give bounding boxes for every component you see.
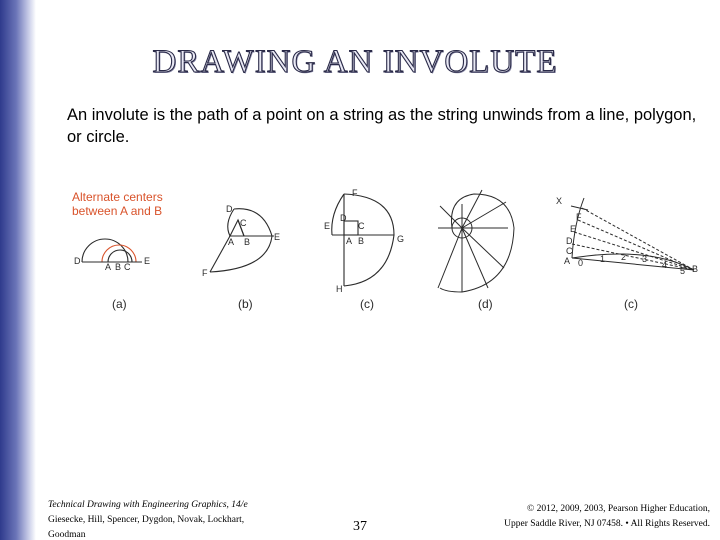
panel-a-point-b: B	[115, 262, 122, 272]
panel-b-point-a: A	[228, 237, 235, 247]
slide-title: DRAWING AN INVOLUTE	[152, 44, 558, 80]
footer-authors: Giesecke, Hill, Spencer, Dygdon, Novak, Lockhart, Goodman	[48, 515, 245, 540]
panel-d-label: (d)	[478, 297, 493, 311]
panel-e-mark-3: 3	[642, 254, 648, 264]
slide-side-bar	[0, 0, 36, 540]
panel-b-point-f: F	[202, 268, 208, 278]
panel-c-point-c: C	[358, 221, 365, 231]
footer-copyright	[470, 502, 710, 532]
panel-e-point-e: E	[570, 224, 577, 234]
panel-a-drawing	[82, 239, 142, 262]
involute-figures	[68, 184, 708, 314]
panel-e-mark-0: 0	[578, 258, 584, 268]
panel-b-label: (b)	[238, 297, 253, 311]
copyright-line-2: Upper Saddle River, NJ 07458. • All Rights Reserved.	[504, 519, 710, 529]
panel-e-mark-2: 2	[621, 252, 627, 262]
panel-b-point-c: C	[240, 218, 247, 228]
panel-e-label: (c)	[624, 297, 638, 311]
panel-e-point-c: C	[566, 246, 573, 256]
panel-b-point-d: D	[226, 204, 233, 214]
panel-c-point-e: E	[324, 221, 331, 231]
panel-c-point-a: A	[346, 236, 353, 246]
panel-c-point-b: B	[358, 236, 365, 246]
panel-e-point-a: A	[564, 256, 571, 266]
figure-caption-line-2: between A and B	[72, 204, 163, 218]
panel-e-point-x: X	[556, 196, 563, 206]
panel-e-drawing	[571, 198, 694, 270]
figure-caption-line-1: Alternate centers	[72, 190, 163, 204]
footer-book-title: Technical Drawing with Engineering Graphics, 14/e	[48, 500, 248, 510]
panel-e-point-f: F	[576, 212, 582, 222]
panel-e-mark-4: 4	[662, 260, 668, 270]
panel-e-point-b: B	[692, 264, 699, 274]
panel-d-drawing	[438, 190, 514, 292]
panel-c-label: (c)	[360, 297, 374, 311]
footer-citation	[48, 498, 278, 540]
panel-b-point-e: E	[274, 232, 281, 242]
panel-a-point-a: A	[105, 262, 112, 272]
panel-b-point-b: B	[244, 237, 251, 247]
panel-a-point-d: D	[74, 256, 81, 266]
panel-e-point-d: D	[566, 236, 573, 246]
copyright-line-1: © 2012, 2009, 2003, Pearson Higher Education,	[527, 504, 710, 514]
slide-body-text: An involute is the path of a point on a string as the string unwinds from a line, polygon, or circle.	[67, 106, 697, 146]
panel-c-point-h: H	[336, 284, 343, 294]
panel-c-point-d: D	[340, 213, 347, 223]
panel-a-label: (a)	[112, 297, 127, 311]
panel-a-point-c: C	[124, 262, 131, 272]
panel-e-mark-5: 5	[680, 266, 686, 276]
page-number: 37	[353, 519, 367, 534]
panel-c-point-g: G	[397, 234, 405, 244]
panel-a-point-e: E	[144, 256, 151, 266]
panel-e-mark-1: 1	[600, 254, 606, 264]
panel-c-point-f: F	[352, 188, 358, 198]
